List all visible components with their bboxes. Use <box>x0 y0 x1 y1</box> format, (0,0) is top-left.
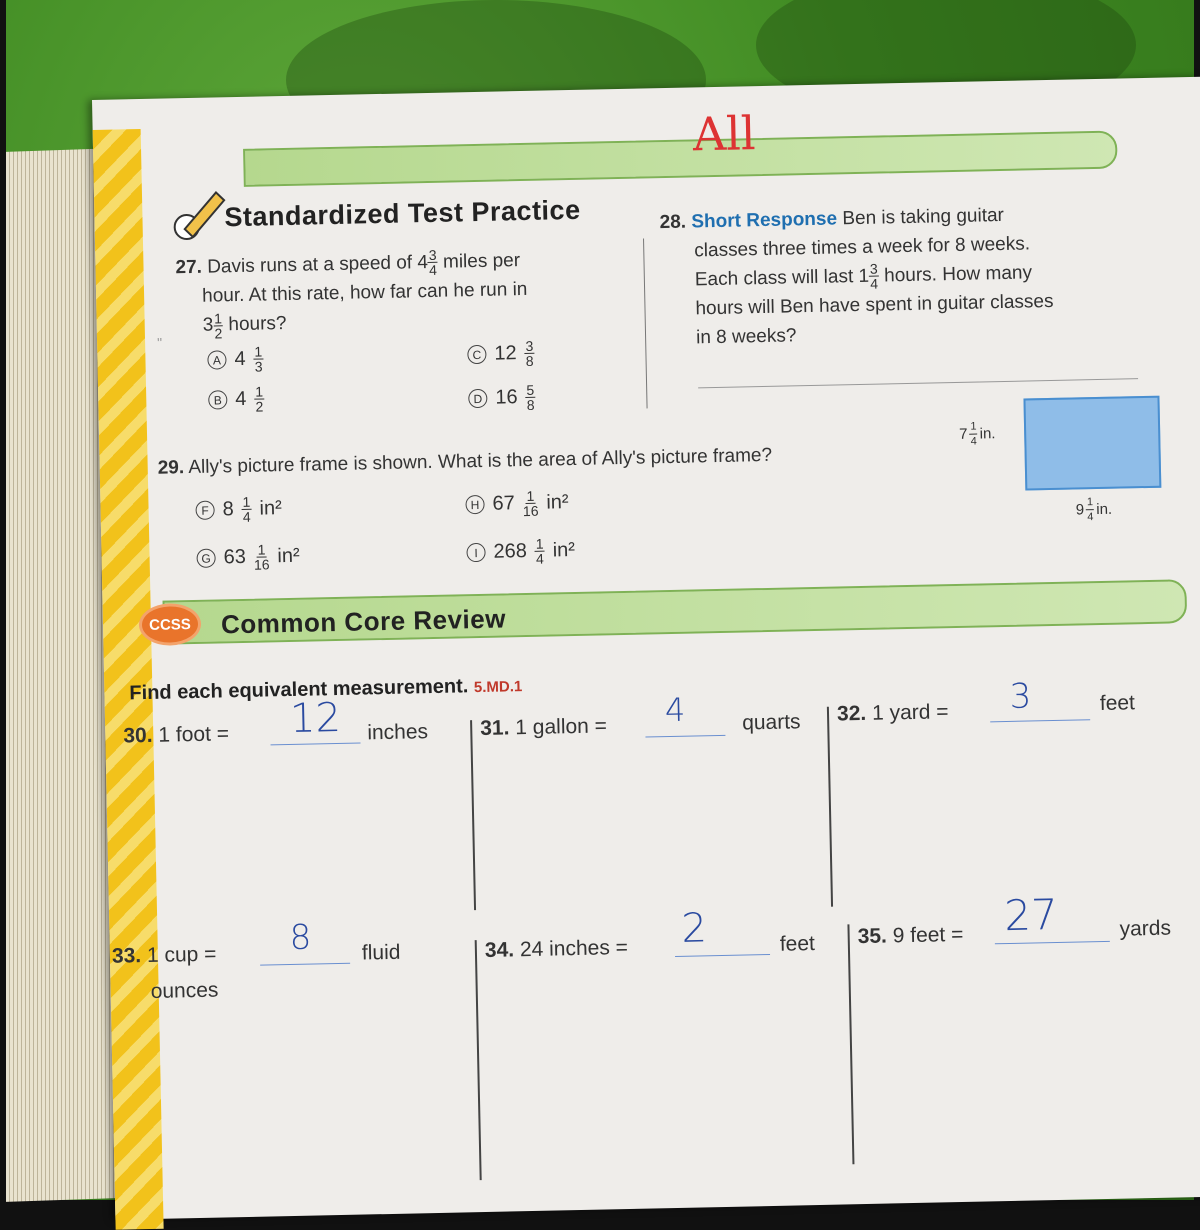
q29-number: 29. <box>157 457 185 479</box>
q28-line4: hours will Ben have spent in guitar classes <box>695 291 1054 320</box>
item-33-blank[interactable] <box>260 963 350 966</box>
q27-option-b[interactable]: B 4 $\frac{1}{2}$ <box>208 384 265 414</box>
q28-label: Short Response <box>691 208 838 233</box>
item-32: 32. 1 yard = <box>836 700 949 726</box>
item-35-blank[interactable] <box>995 941 1110 944</box>
item-30: 30. 1 foot = <box>123 722 230 748</box>
item-34-unit: feet <box>779 932 816 956</box>
q27-number: 27. <box>175 256 203 279</box>
column-divider <box>470 720 476 910</box>
q29-option-h[interactable]: H 67 $\frac{1}{16}$ in² <box>465 488 569 519</box>
item-32-answer: 3 <box>1009 676 1032 717</box>
item-30-blank[interactable] <box>271 743 361 746</box>
q28-line1: Ben is taking guitar <box>842 204 1005 230</box>
ccr-standard: 5.MD.1 <box>473 678 523 697</box>
frame-height-label: 7 $\frac{1}{4}$ in. <box>959 420 996 448</box>
item-30-answer: 12 <box>289 694 342 742</box>
stp-title: Standardized Test Practice <box>224 194 581 233</box>
q28-text <box>659 199 1122 354</box>
q27-line3: hours? <box>228 313 287 336</box>
item-34-blank[interactable] <box>675 954 770 957</box>
q29-option-i[interactable]: I 268 $\frac{1}{4}$ in² <box>466 536 575 567</box>
q27-option-c[interactable]: C 12 $\frac{3}{8}$ <box>467 339 535 369</box>
item-31: 31. 1 gallon = <box>480 714 608 741</box>
column-divider <box>475 940 482 1180</box>
frame-width-label: 9 $\frac{1}{4}$ in. <box>1075 496 1113 524</box>
item-35-answer: 27 <box>1003 889 1059 941</box>
item-31-answer: 4 <box>664 690 686 730</box>
q29-question: Ally's picture frame is shown. What is the area of Ally's picture frame? <box>188 444 773 479</box>
q29-option-f[interactable]: F 8 $\frac{1}{4}$ in² <box>195 494 282 525</box>
q27-speed-fraction: $\frac{3}{4}$ <box>428 247 438 279</box>
q27-hours-fraction: $\frac{1}{2}$ <box>214 310 223 342</box>
q28-line2: classes three times a week for 8 weeks. <box>694 233 1031 262</box>
ccr-title: Common Core Review <box>220 603 507 640</box>
q28-number: 28. <box>659 211 687 234</box>
q27-text <box>175 244 637 342</box>
q29-text <box>157 438 917 483</box>
item-34-answer: 2 <box>681 905 708 952</box>
item-30-unit: inches <box>367 720 429 745</box>
q28-line5: in 8 weeks? <box>695 325 797 349</box>
column-divider <box>847 924 854 1164</box>
q27-hours-whole: 3 <box>202 314 214 337</box>
item-32-blank[interactable] <box>990 719 1090 722</box>
column-divider <box>827 707 833 907</box>
item-33-answer: 8 <box>289 917 312 959</box>
stp-banner <box>243 131 1118 187</box>
item-33: 33. 1 cup = <box>111 942 217 968</box>
column-divider <box>643 238 648 408</box>
item-34: 34. 24 inches = <box>484 935 629 962</box>
item-32-unit: feet <box>1099 691 1136 716</box>
item-31-unit: quarts <box>741 710 801 735</box>
q27-line2: hour. At this rate, how far can he run in <box>201 279 528 308</box>
q27-option-a[interactable]: A 4 $\frac{1}{3}$ <box>207 344 264 374</box>
q28-fraction: $\frac{3}{4}$ <box>869 261 879 293</box>
q28-line3a: Each class will last 1 <box>694 265 870 291</box>
picture-frame-rectangle <box>1023 396 1161 491</box>
q27-line1b: miles per <box>442 250 521 273</box>
q28-line3b: hours. How many <box>883 262 1033 287</box>
q27-line1: Davis runs at a speed of 4 <box>207 252 429 278</box>
item-33-unit2: ounces <box>150 978 219 1003</box>
item-35-unit: yards <box>1119 916 1172 941</box>
ccss-badge: CCSS <box>139 603 202 646</box>
q27-option-d[interactable]: D 16 $\frac{5}{8}$ <box>468 383 536 413</box>
q29-option-g[interactable]: G 63 $\frac{1}{16}$ in² <box>196 542 300 573</box>
margin-mark: " <box>156 334 163 351</box>
q28-answer-line[interactable] <box>698 378 1138 388</box>
item-31-blank[interactable] <box>645 735 725 738</box>
item-35: 35. 9 feet = <box>857 922 964 949</box>
ccr-instruction: Find each equivalent measurement. 5.MD.1 <box>129 675 523 705</box>
handwritten-all: All <box>692 106 757 162</box>
item-33-unit: fluid <box>361 940 401 965</box>
textbook-page <box>92 77 1200 1220</box>
